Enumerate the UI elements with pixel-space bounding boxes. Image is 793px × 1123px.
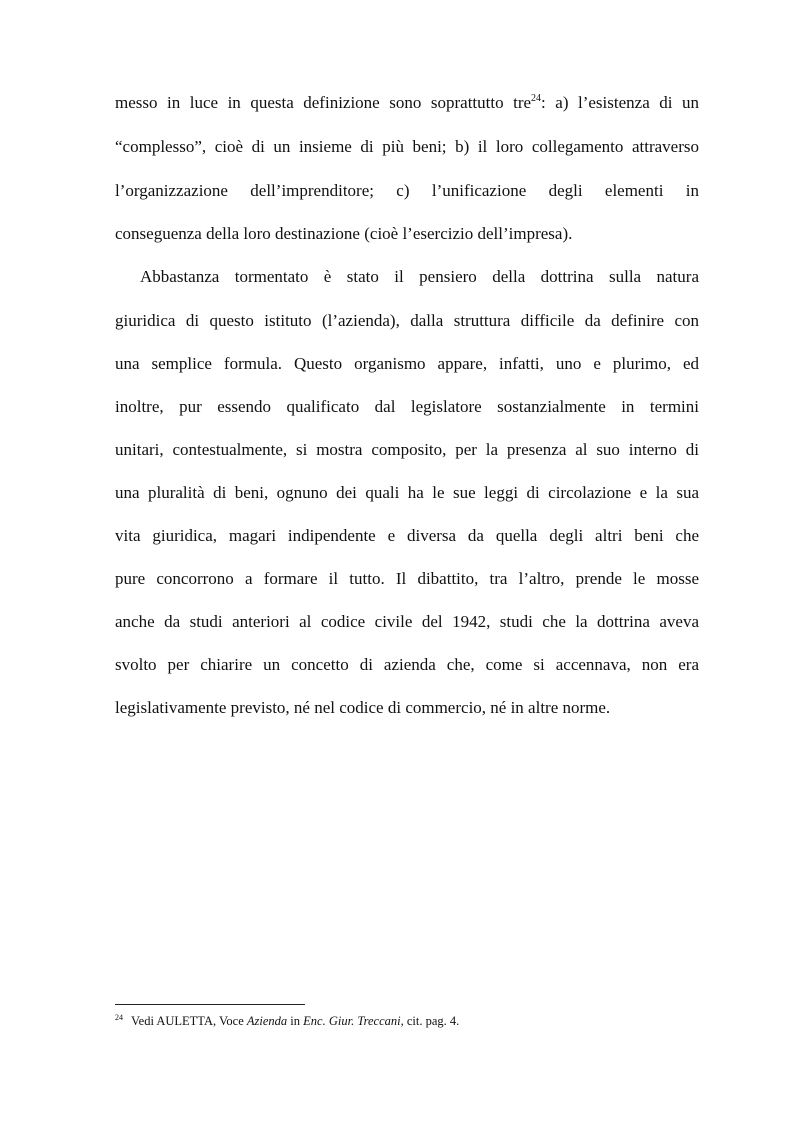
footnote-text-1: Vedi AULETTA, Voce bbox=[131, 1014, 247, 1028]
footnote-text-3: in bbox=[287, 1014, 304, 1028]
body-line-10: una pluralità di beni, ognuno dei quali ha le sue leggi di circolazione e la sua bbox=[115, 483, 699, 502]
footnote-text-5: cit. pag. 4. bbox=[403, 1014, 460, 1028]
body-line-11: vita giuridica, magari indipendente e diversa da quella degli altri beni che bbox=[115, 526, 699, 545]
body-line-8: inoltre, pur essendo qualificato dal legislatore sostanzialmente in termini bbox=[115, 397, 699, 416]
body-line-7: una semplice formula. Questo organismo appare, infatti, uno e plurimo, ed bbox=[115, 354, 699, 373]
footnote-text-source: Enc. Giur. Treccani, bbox=[303, 1014, 404, 1028]
body-line-13: anche da studi anteriori al codice civile del 1942, studi che la dottrina aveva bbox=[115, 612, 699, 631]
footnote-24 bbox=[115, 1013, 459, 1029]
footnote-text-azienda: Azienda bbox=[246, 1014, 288, 1028]
body-line-1 bbox=[115, 93, 699, 113]
body-line-1-text: messo in luce in questa definizione sono soprattutto tre bbox=[115, 93, 532, 112]
body-line-5: Abbastanza tormentato è stato il pensiero della dottrina sulla natura bbox=[140, 267, 699, 286]
body-line-1-tail: : a) l’esistenza di un bbox=[541, 93, 700, 112]
footnote-ref-24[interactable]: 24 bbox=[531, 93, 542, 104]
body-line-12: pure concorrono a formare il tutto. Il dibattito, tra l’altro, prende le mosse bbox=[115, 569, 699, 588]
footnote-separator bbox=[115, 1004, 305, 1005]
body-line-3: l’organizzazione dell’imprenditore; c) l’unificazione degli elementi in bbox=[115, 181, 699, 200]
body-line-6: giuridica di questo istituto (l’azienda), dalla struttura difficile da definire con bbox=[115, 311, 699, 330]
body-line-14: svolto per chiarire un concetto di azienda che, come si accennava, non era bbox=[115, 655, 699, 674]
footnote-number: 24 bbox=[115, 1013, 123, 1022]
body-line-4: conseguenza della loro destinazione (cioè l’esercizio dell’impresa). bbox=[115, 224, 573, 243]
body-line-15: legislativamente previsto, né nel codice di commercio, né in altre norme. bbox=[115, 698, 611, 717]
body-line-9: unitari, contestualmente, si mostra composito, per la presenza al suo interno di bbox=[115, 440, 699, 459]
body-line-2: “complesso”, cioè di un insieme di più beni; b) il loro collegamento attraverso bbox=[115, 137, 699, 156]
